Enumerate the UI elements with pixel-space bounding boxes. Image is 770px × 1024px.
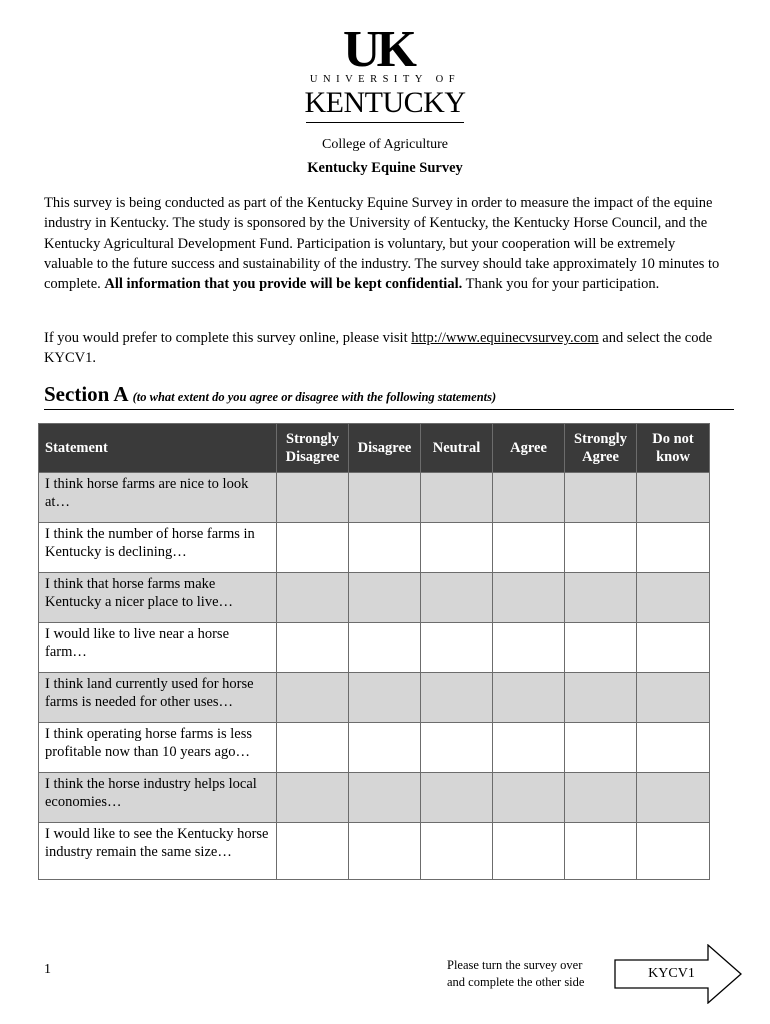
response-cell-strongly-agree[interactable] bbox=[565, 773, 637, 823]
header-disagree: Disagree bbox=[349, 424, 421, 473]
response-cell-neutral[interactable] bbox=[421, 573, 493, 623]
response-cell-agree[interactable] bbox=[493, 523, 565, 573]
response-cell-neutral[interactable] bbox=[421, 823, 493, 880]
header-strongly-disagree: Strongly Disagree bbox=[277, 424, 349, 473]
response-cell-do-not-know[interactable] bbox=[637, 523, 710, 573]
response-cell-agree[interactable] bbox=[493, 673, 565, 723]
response-cell-disagree[interactable] bbox=[349, 623, 421, 673]
table-row bbox=[39, 523, 710, 573]
logo-kentucky: KENTUCKY bbox=[304, 86, 466, 119]
response-cell-agree[interactable] bbox=[493, 823, 565, 880]
response-cell-neutral[interactable] bbox=[421, 723, 493, 773]
response-cell-agree[interactable] bbox=[493, 473, 565, 523]
page-number: 1 bbox=[44, 962, 51, 977]
table-row bbox=[39, 723, 710, 773]
response-cell-disagree[interactable] bbox=[349, 573, 421, 623]
table-row bbox=[39, 673, 710, 723]
response-cell-strongly-agree[interactable] bbox=[565, 473, 637, 523]
section-a-heading bbox=[44, 382, 734, 410]
response-cell-disagree[interactable] bbox=[349, 823, 421, 880]
header-strongly-agree: Strongly Agree bbox=[565, 424, 637, 473]
response-cell-strongly-disagree[interactable] bbox=[277, 573, 349, 623]
statement-cell: I think horse farms are nice to look at… bbox=[39, 473, 277, 523]
response-cell-strongly-agree[interactable] bbox=[565, 623, 637, 673]
logo-college: College of Agriculture bbox=[322, 137, 448, 152]
turn-over-line-1: Please turn the survey over bbox=[447, 958, 583, 972]
response-cell-disagree[interactable] bbox=[349, 673, 421, 723]
uk-logo-mark bbox=[338, 22, 418, 72]
online-paragraph bbox=[44, 328, 724, 369]
section-title: Section A bbox=[44, 382, 129, 406]
table-row bbox=[39, 573, 710, 623]
online-text-after: and select the code KYCV1. bbox=[44, 330, 713, 367]
logo-uk-text: UK bbox=[343, 22, 413, 72]
response-cell-do-not-know[interactable] bbox=[637, 673, 710, 723]
table-row bbox=[39, 623, 710, 673]
table-row bbox=[39, 823, 710, 880]
intro-thanks: Thank you for your participation. bbox=[462, 276, 660, 293]
header-statement: Statement bbox=[39, 424, 277, 473]
response-cell-strongly-agree[interactable] bbox=[565, 573, 637, 623]
response-cell-neutral[interactable] bbox=[421, 623, 493, 673]
response-cell-strongly-disagree[interactable] bbox=[277, 773, 349, 823]
survey-title: Kentucky Equine Survey bbox=[307, 160, 463, 176]
response-cell-strongly-agree[interactable] bbox=[565, 673, 637, 723]
response-cell-strongly-agree[interactable] bbox=[565, 523, 637, 573]
response-cell-do-not-know[interactable] bbox=[637, 773, 710, 823]
response-cell-strongly-disagree[interactable] bbox=[277, 623, 349, 673]
response-cell-do-not-know[interactable] bbox=[637, 723, 710, 773]
response-cell-strongly-disagree[interactable] bbox=[277, 723, 349, 773]
response-cell-do-not-know[interactable] bbox=[637, 473, 710, 523]
response-cell-agree[interactable] bbox=[493, 573, 565, 623]
table-header-row bbox=[39, 424, 710, 473]
statement-cell: I think the number of horse farms in Kentucky is declining… bbox=[39, 523, 277, 573]
response-cell-strongly-disagree[interactable] bbox=[277, 673, 349, 723]
survey-table bbox=[38, 423, 710, 880]
response-cell-neutral[interactable] bbox=[421, 773, 493, 823]
intro-paragraph bbox=[44, 193, 724, 294]
response-cell-do-not-know[interactable] bbox=[637, 823, 710, 880]
response-cell-disagree[interactable] bbox=[349, 473, 421, 523]
response-cell-do-not-know[interactable] bbox=[637, 623, 710, 673]
response-cell-agree[interactable] bbox=[493, 773, 565, 823]
statement-cell: I think operating horse farms is less profitable now than 10 years ago… bbox=[39, 723, 277, 773]
response-cell-disagree[interactable] bbox=[349, 723, 421, 773]
section-subtitle: (to what extent do you agree or disagree with the following statements) bbox=[132, 390, 497, 404]
turn-over-line-2: and complete the other side bbox=[447, 975, 585, 989]
logo-university-of: UNIVERSITY OF bbox=[309, 74, 461, 85]
response-cell-strongly-disagree[interactable] bbox=[277, 823, 349, 880]
statement-cell: I think that horse farms make Kentucky a nicer place to live… bbox=[39, 573, 277, 623]
intro-text: This survey is being conducted as part of the Kentucky Equine Survey in order to measure the impact of the equine industry in Kentucky. The study is sponsored by the University of Kentucky, the Kentucky Horse Council, and the Kentucky Agricultural Development Fund. Participation is voluntary, but your cooperation will be extremely valuable to the future success and sustainability of the industry. The survey should take approximately 10 minutes to complete. bbox=[44, 195, 720, 293]
header-neutral: Neutral bbox=[421, 424, 493, 473]
statement-cell: I would like to live near a horse farm… bbox=[39, 623, 277, 673]
response-cell-agree[interactable] bbox=[493, 723, 565, 773]
response-cell-neutral[interactable] bbox=[421, 673, 493, 723]
response-cell-strongly-disagree[interactable] bbox=[277, 523, 349, 573]
response-cell-strongly-agree[interactable] bbox=[565, 723, 637, 773]
header-do-not-know: Do not know bbox=[637, 424, 710, 473]
response-cell-neutral[interactable] bbox=[421, 473, 493, 523]
statement-cell: I would like to see the Kentucky horse industry remain the same size… bbox=[39, 823, 277, 880]
table-row bbox=[39, 473, 710, 523]
response-cell-strongly-disagree[interactable] bbox=[277, 473, 349, 523]
response-cell-disagree[interactable] bbox=[349, 773, 421, 823]
university-logo bbox=[300, 22, 470, 152]
response-cell-do-not-know[interactable] bbox=[637, 573, 710, 623]
intro-confidential: All information that you provide will be kept confidential. bbox=[104, 276, 463, 293]
response-cell-agree[interactable] bbox=[493, 623, 565, 673]
turn-over-note bbox=[447, 957, 584, 991]
response-cell-strongly-agree[interactable] bbox=[565, 823, 637, 880]
survey-link[interactable]: http://www.equinecvsurvey.com bbox=[411, 330, 599, 346]
response-cell-disagree[interactable] bbox=[349, 523, 421, 573]
survey-code: KYCV1 bbox=[648, 966, 695, 981]
header-agree: Agree bbox=[493, 424, 565, 473]
statement-cell: I think land currently used for horse farms is needed for other uses… bbox=[39, 673, 277, 723]
statement-cell: I think the horse industry helps local economies… bbox=[39, 773, 277, 823]
logo-divider bbox=[306, 122, 464, 123]
table-row bbox=[39, 773, 710, 823]
response-cell-neutral[interactable] bbox=[421, 523, 493, 573]
online-text-before: If you would prefer to complete this survey online, please visit bbox=[44, 330, 412, 346]
